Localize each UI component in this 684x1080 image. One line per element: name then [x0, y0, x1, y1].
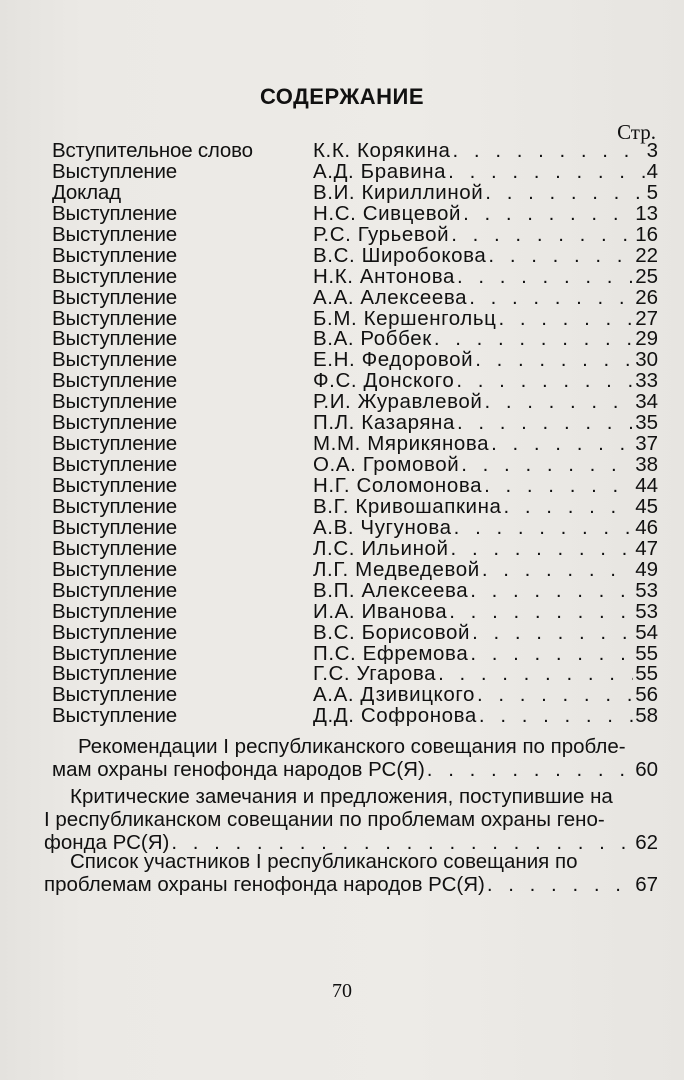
author-name: Б.М. Кершенгольц [313, 306, 497, 330]
entry-page-number: 35 [635, 411, 658, 435]
entry-page-number: 4 [646, 159, 658, 183]
section-line: мам охраны генофонда народов РС(Я) [52, 758, 425, 781]
entry-author [313, 620, 658, 644]
toc-row [0, 476, 684, 497]
entry-author [313, 557, 658, 581]
entry-page-number: 30 [635, 348, 658, 372]
leader-dots [477, 685, 633, 706]
leader-dots [484, 392, 633, 413]
entry-author [313, 329, 658, 350]
entry-author [313, 159, 658, 183]
toc-row [0, 641, 684, 665]
toc-row [0, 685, 684, 706]
entry-type: Выступление [52, 327, 177, 351]
toc-row [0, 515, 684, 539]
section-line: Критические замечания и предложения, поступившие на [70, 785, 613, 808]
entry-page-number: 46 [635, 515, 658, 539]
section-last-line [52, 758, 658, 781]
entry-type: Выступление [52, 704, 177, 728]
section-page-number: 60 [635, 758, 658, 781]
author-name: А.А. Алексеева [313, 285, 468, 309]
entry-author [313, 685, 658, 706]
entry-type: Выступление [52, 578, 177, 602]
entry-type: Выступление [52, 620, 177, 644]
toc-row [0, 222, 684, 246]
author-name: В.И. Кириллиной [313, 180, 484, 204]
entry-type: Выступление [52, 390, 177, 414]
leader-dots [504, 497, 634, 518]
toc-row [0, 285, 684, 309]
entry-type: Выступление [52, 306, 177, 330]
author-name: П.Л. Казаряна [313, 411, 455, 435]
entry-page-number: 38 [635, 453, 658, 477]
entry-page-number: 47 [635, 536, 658, 560]
toc-row [0, 371, 684, 392]
entry-page-number: 27 [635, 306, 658, 330]
entry-page-number: 25 [635, 264, 658, 288]
entry-page-number: 33 [635, 369, 658, 393]
leader-dots [475, 350, 633, 371]
toc-row [0, 620, 684, 644]
author-name: В.С. Борисовой [313, 620, 471, 644]
entry-type: Выступление [52, 369, 177, 393]
entry-page-number: 56 [635, 683, 658, 707]
leader-dots [449, 602, 633, 623]
entry-page-number: 45 [635, 494, 658, 518]
author-name: В.Г. Кривошапкина [313, 494, 502, 518]
leader-dots [485, 183, 644, 204]
page-column-label: Стр. [617, 120, 656, 144]
leader-dots [472, 623, 633, 644]
entry-author [313, 392, 658, 413]
entry-author [313, 476, 658, 497]
entry-type: Выступление [52, 285, 177, 309]
toc-row [0, 329, 684, 350]
author-name: П.С. Ефремова [313, 641, 469, 665]
leader-dots [479, 706, 633, 727]
entry-type: Выступление [52, 222, 177, 246]
entry-type: Выступление [52, 411, 177, 435]
toc-row [0, 159, 684, 183]
entry-page-number: 29 [635, 327, 658, 351]
leader-dots [434, 329, 633, 350]
leader-dots [456, 371, 633, 392]
leader-dots [463, 204, 633, 225]
toc-row [0, 180, 684, 204]
leader-dots [451, 225, 633, 246]
section-line: I республиканском совещании по проблемам охраны гено- [44, 808, 605, 831]
toc-row [0, 413, 684, 434]
toc-section [52, 735, 658, 781]
entry-page-number: 3 [646, 139, 658, 162]
leader-dots [454, 518, 634, 539]
entry-author [313, 371, 658, 392]
author-name: Н.Г. Соломонова [313, 474, 483, 497]
toc-row [0, 264, 684, 288]
entry-type: Выступление [52, 159, 177, 183]
leader-dots [488, 246, 633, 267]
toc-section [44, 785, 658, 854]
author-name: Р.С. Гурьевой [313, 222, 450, 246]
entry-type: Выступление [52, 453, 177, 477]
entry-author [313, 536, 658, 560]
author-name: В.А. Роббек [313, 327, 432, 351]
entry-page-number: 37 [635, 432, 658, 456]
author-name: Н.К. Антонова [313, 264, 455, 288]
section-last-line [44, 873, 658, 896]
leader-dots [482, 560, 633, 581]
entry-page-number: 49 [635, 557, 658, 581]
leader-dots [451, 539, 634, 560]
entry-page-number: 13 [635, 201, 658, 225]
entry-type: Выступление [52, 432, 177, 456]
toc-row [0, 141, 684, 162]
entry-type: Вступительное слово [52, 139, 253, 162]
toc-row [0, 243, 684, 267]
leader-dots [453, 141, 645, 162]
entry-type: Выступление [52, 557, 177, 581]
leader-dots [499, 309, 634, 330]
entry-author [313, 494, 658, 518]
author-name: Е.Н. Федоровой [313, 348, 474, 372]
entry-author [313, 243, 658, 267]
entry-author [313, 664, 658, 685]
toc-row [0, 494, 684, 518]
entry-type: Выступление [52, 641, 177, 665]
entry-author [313, 641, 658, 665]
leader-dots [470, 581, 633, 602]
toc-row [0, 201, 684, 225]
entry-type: Выступление [52, 536, 177, 560]
entry-author [313, 285, 658, 309]
leader-dots [427, 758, 633, 781]
toc-row [0, 599, 684, 623]
entry-author [313, 578, 658, 602]
author-name: И.А. Иванова [313, 599, 448, 623]
entry-page-number: 34 [635, 390, 658, 414]
entry-page-number: 44 [635, 474, 658, 497]
section-line: проблемам охраны генофонда народов РС(Я) [44, 873, 485, 896]
author-name: М.М. Мярикянова [313, 432, 490, 456]
entry-type: Выступление [52, 662, 177, 686]
entry-type: Выступление [52, 264, 177, 288]
toc-row [0, 434, 684, 455]
entry-author [313, 222, 658, 246]
section-page-number: 67 [635, 873, 658, 896]
author-name: А.Д. Бравина [313, 159, 447, 183]
entry-author [313, 515, 658, 539]
author-name: Н.С. Сивцевой [313, 201, 462, 225]
entry-author [313, 599, 658, 623]
page-title: СОДЕРЖАНИЕ [259, 84, 425, 109]
entry-page-number: 5 [646, 180, 658, 204]
entry-page-number: 53 [635, 578, 658, 602]
toc-row [0, 557, 684, 581]
toc-section [44, 850, 658, 896]
entry-author [313, 180, 658, 204]
entry-author [313, 264, 658, 288]
toc-row [0, 392, 684, 413]
section-line: фонда РС(Я) [44, 831, 170, 854]
toc-row [0, 664, 684, 685]
entry-type: Выступление [52, 683, 177, 707]
entry-page-number: 53 [635, 599, 658, 623]
entry-author [313, 706, 658, 727]
entry-page-number: 26 [635, 285, 658, 309]
leader-dots [487, 873, 633, 896]
leader-dots [438, 664, 633, 685]
entry-author [313, 201, 658, 225]
author-name: А.В. Чугунова [313, 515, 452, 539]
author-name: Г.С. Угарова [313, 662, 437, 686]
entry-page-number: 55 [635, 641, 658, 665]
author-name: О.А. Громовой [313, 453, 460, 477]
entry-page-number: 55 [635, 662, 658, 686]
entry-author [313, 141, 658, 162]
author-name: Л.С. Ильиной [313, 536, 449, 560]
leader-dots [448, 162, 644, 183]
toc-row [0, 578, 684, 602]
entry-page-number: 58 [635, 704, 658, 728]
leader-dots [484, 476, 633, 497]
page-number: 70 [332, 980, 352, 1002]
toc-row [0, 350, 684, 371]
entry-type: Доклад [52, 180, 121, 204]
author-name: Ф.С. Донского [313, 369, 455, 393]
author-name: К.К. Корякина [313, 139, 451, 162]
leader-dots [469, 288, 633, 309]
entry-type: Выступление [52, 348, 177, 372]
leader-dots [491, 434, 633, 455]
entry-author [313, 455, 658, 476]
entry-author [313, 306, 658, 330]
toc-row [0, 706, 684, 727]
leader-dots [457, 267, 633, 288]
entry-type: Выступление [52, 494, 177, 518]
toc-row [0, 455, 684, 476]
entry-author [313, 350, 658, 371]
entry-type: Выступление [52, 515, 177, 539]
section-page-number: 62 [635, 831, 658, 854]
author-name: А.А. Дзивицкого [313, 683, 475, 707]
entry-type: Выступление [52, 243, 177, 267]
leader-dots [470, 644, 633, 665]
entry-author [313, 434, 658, 455]
author-name: Д.Д. Софронова [313, 704, 477, 728]
entry-page-number: 16 [635, 222, 658, 246]
entry-type: Выступление [52, 599, 177, 623]
author-name: Л.Г. Медведевой [313, 557, 480, 581]
entry-page-number: 54 [635, 620, 658, 644]
author-name: Р.И. Журавлевой [313, 390, 483, 414]
author-name: В.С. Широбокова [313, 243, 487, 267]
leader-dots [461, 455, 633, 476]
entry-page-number: 22 [635, 243, 658, 267]
entry-author [313, 413, 658, 434]
toc-row [0, 306, 684, 330]
entry-type: Выступление [52, 474, 177, 497]
table-of-contents [0, 141, 684, 727]
section-line: Список участников I республиканского совещания по [70, 850, 578, 873]
entry-type: Выступление [52, 201, 177, 225]
toc-row [0, 536, 684, 560]
leader-dots [457, 413, 633, 434]
author-name: В.П. Алексеева [313, 578, 469, 602]
section-line: Рекомендации I республиканского совещания по пробле- [78, 735, 626, 758]
